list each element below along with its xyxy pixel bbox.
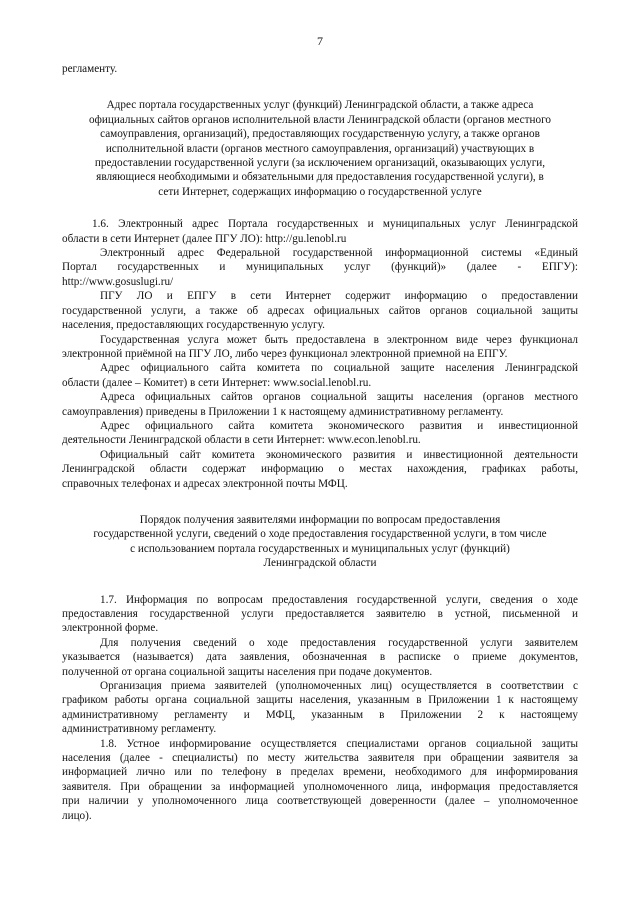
- paragraph-line: 1.7. Информация по вопросам предоставления государственной услуги, сведения о ходе: [100, 593, 578, 606]
- heading-line: исполнительной власти (органов местного самоуправления, организаций) участвующих в: [105, 142, 535, 155]
- paragraph-epgu-address: [62, 246, 578, 289]
- paragraph-line: 1.6. Электронный адрес Портала государственных и муниципальных услуг Ленинградской: [92, 218, 578, 231]
- heading-line: с использованием портала государственных и муниципальных услуг (функций): [130, 542, 510, 555]
- paragraph-line: Официальный сайт комитета экономического развития и инвестиционной деятельности: [100, 448, 578, 461]
- paragraph-1-6: [62, 217, 578, 246]
- paragraph-line: Ленинградской области содержат информацию о местах нахождения, графиках работы,: [62, 463, 578, 476]
- paragraph-committee-site: [62, 361, 578, 390]
- paragraph-line: Адреса официальных сайтов органов социальной защиты населения (органов местного: [100, 391, 578, 404]
- paragraph-line: области в сети Интернет (далее ПГУ ЛО): http://gu.lenobl.ru: [62, 232, 347, 245]
- heading-line: Адрес портала государственных услуг (функций) Ленинградской области, а также адреса: [106, 99, 534, 112]
- paragraph-line: предоставления государственной услуги предоставляется заявителю в устной, письменной и: [62, 608, 578, 620]
- paragraph-line: государственной услуги, а также об адресах официальных сайтов органов социальной защиты: [62, 304, 578, 317]
- heading-line: предоставлении государственной услуги (за исключением организаций, оказывающих услуги,: [94, 157, 546, 170]
- paragraph-line: населения, предоставляющих государственную услугу.: [62, 319, 325, 332]
- paragraph-line: http://www.gosuslugi.ru/: [62, 275, 174, 288]
- paragraph-line: Портал государственных и муниципальных услуг (функций)» (далее - ЕПГУ):: [62, 261, 578, 274]
- heading-line: Порядок получения заявителями информации по вопросам предоставления: [139, 513, 501, 526]
- paragraph-line: справочных телефонах и адресах электронной почты МФЦ.: [62, 477, 348, 490]
- paragraph-mfc-info: [62, 448, 578, 491]
- document-body: [62, 62, 578, 823]
- paragraph-line: самоуправления) приведены в Приложении 1 к настоящему административному регламенту.: [62, 405, 504, 418]
- paragraph-line: электронной приёмной на ПГУ ЛО, либо через функционал электронной приемной на ЕПГУ.: [62, 347, 508, 360]
- heading-info-procedure: [62, 513, 578, 571]
- paragraph-social-sites: [62, 390, 578, 419]
- paragraph-line: административному регламенту.: [62, 723, 217, 736]
- paragraph-1-8: [62, 737, 578, 823]
- paragraph-line: административному регламенту и МФЦ, указанным в Приложении 2 к настоящему: [62, 708, 578, 721]
- paragraph-reception: [62, 679, 578, 737]
- paragraph-1-7: [62, 593, 578, 636]
- paragraph-line: полученной от органа социальной защиты населения при подаче документов.: [62, 665, 433, 678]
- paragraph-line: Электронный адрес Федеральной государственной информационной системы «Единый: [100, 247, 578, 260]
- paragraph-pgu-info: [62, 289, 578, 332]
- paragraph-line: электронной форме.: [62, 622, 159, 635]
- paragraph-line: ПГУ ЛО и ЕПГУ в сети Интернет содержит информацию о предоставлении: [100, 290, 578, 303]
- paragraph-line: Организация приема заявителей (уполномоченных лиц) осуществляется в соответствии с: [100, 680, 578, 693]
- heading-line: самоуправления, организаций), предоставляющих государственную услугу, а также органов: [100, 128, 540, 141]
- heading-portal-addresses: [62, 98, 578, 199]
- paragraph-line: Адрес официального сайта комитета по социальной защите населения Ленинградской: [100, 362, 578, 375]
- paragraph-econ-site: [62, 419, 578, 448]
- paragraph-line: заявителя. При обращении за информацией уполномоченного лица, информация предоставляется: [62, 780, 578, 793]
- paragraph-line: Адрес официального сайта комитета экономического развития и инвестиционной: [100, 419, 578, 432]
- paragraph-line: при наличии у уполномоченного лица соответствующей доверенности (далее – уполномоченное: [62, 795, 578, 808]
- heading-line: сети Интернет, содержащих информацию о государственной услуге: [158, 185, 482, 198]
- paragraph-line: Для получения сведений о ходе предоставления государственной услуги заявителем: [100, 636, 578, 649]
- top-line: регламенту.: [62, 63, 118, 75]
- heading-line: являющиеся необходимыми и обязательными для предоставления государственной услуги), в: [96, 171, 544, 184]
- paragraph-line: лицо).: [62, 809, 92, 822]
- paragraph-line: области (далее – Комитет) в сети Интернет: www.social.lenobl.ru.: [62, 376, 372, 389]
- paragraph-line: 1.8. Устное информирование осуществляется специалистами органов социальной защиты: [100, 737, 578, 750]
- paragraph-line: информацией лично или по телефону в пределах времени, необходимого для информирования: [62, 766, 578, 779]
- heading-line: официальных сайтов органов исполнительной власти Ленинградской области (органов местного: [89, 113, 551, 126]
- heading-line: Ленинградской области: [263, 557, 377, 570]
- paragraph-line: деятельности Ленинградской области в сети Интернет: www.econ.lenobl.ru.: [62, 434, 421, 447]
- paragraph-line: Государственная услуга может быть предоставлена в электронном виде через функционал: [100, 333, 578, 346]
- page-number: 7: [317, 34, 323, 48]
- paragraph-line: населения (далее - специалисты) по месту жительства заявителя при обращении заявителя за: [62, 752, 578, 765]
- heading-line: государственной услуги, сведений о ходе предоставления государственной услуги, в том числе: [93, 528, 547, 541]
- paragraph-status-request: [62, 636, 578, 679]
- paragraph-line: указывается (называется) дата заявления, обозначенная в расписке о приеме документов,: [62, 651, 578, 664]
- paragraph-line: графиком работы органа социальной защиты населения, указанным в Приложении 1 к настоящему: [62, 694, 578, 707]
- paragraph-electronic-service: [62, 333, 578, 362]
